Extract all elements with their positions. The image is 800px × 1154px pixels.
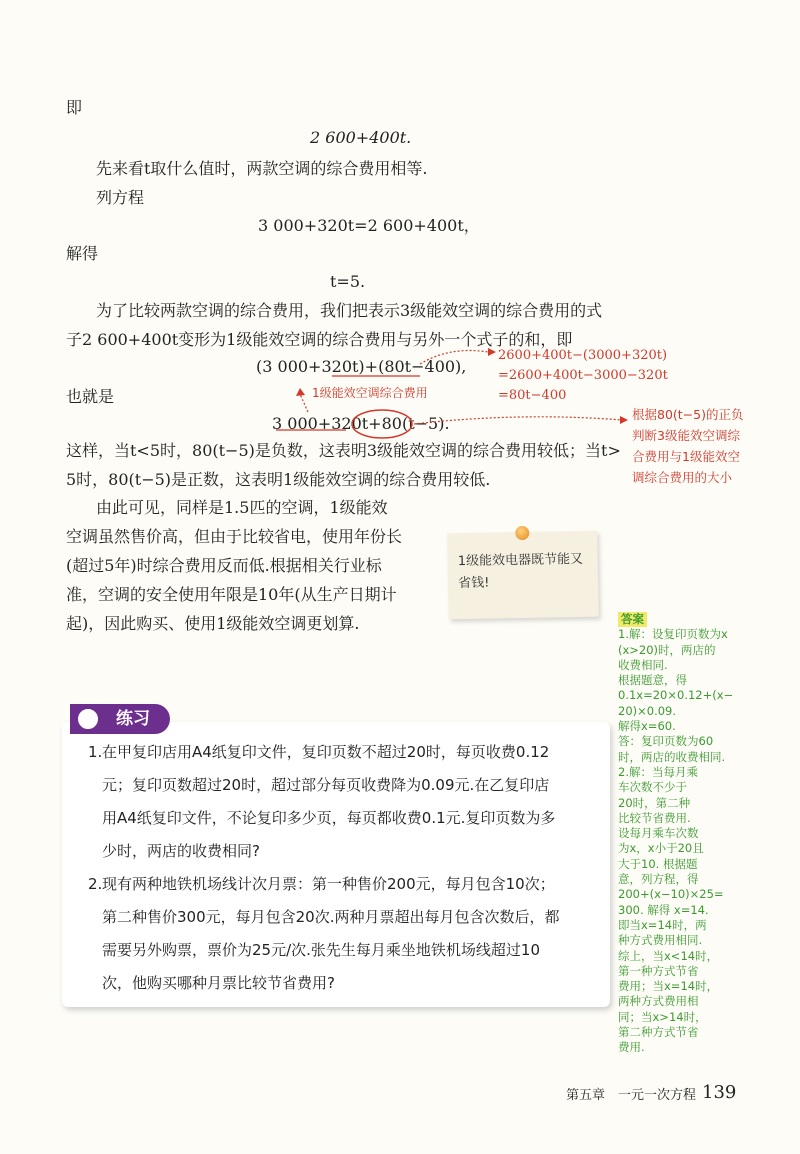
equation-4: (3 000+320t)+(80t−400), [256,357,467,376]
answer-line: 2.解：当每月乘 [618,764,698,779]
answer-line: 20时，第二种 [618,795,691,810]
answer-line: 1.解：设复印页数为x [618,627,728,642]
question-1-line: 在甲复印店用A4纸复印文件，复印页数不超过20时，每页收费0.12 [102,743,550,761]
answer-line: 根据题意，得 [618,673,687,688]
paragraph-2-line-1: 这样，当t<5时，80(t−5)是负数，这表明3级能效空调的综合费用较低；当t> [66,441,621,460]
answer-line: 收费相同. [618,657,668,672]
answer-line: 大于10. 根据题 [618,856,698,871]
sticky-note [447,531,598,620]
text-line-2: 先来看t取什么值时，两款空调的综合费用相等. [96,159,428,178]
answer-line: 第一种方式节省 [618,963,699,978]
question-2 [88,868,603,1000]
answer-line: 答：复印页数为60 [618,734,714,749]
side-note: 根据80(t−5)的正负判断3级能效空调综合费用与1级能效空调综合费用的大小 [632,407,744,485]
question-1-line: 用A4纸复印文件，不论复印多少页，每页都收费0.1元.复印页数为多 [102,809,556,827]
calc-line-1: 2600+400t−(3000+320t) [498,348,668,363]
dotted-arrow-to-label [300,394,308,412]
answer-line: 费用；当x=14时， [618,979,719,994]
calc-line-2: =2600+400t−3000−320t [498,368,668,383]
answer-line: 车次数不少于 [618,780,687,795]
question-2-text [102,868,603,1000]
paragraph-1-line-2: 子2 600+400t变形为1级能效空调的综合费用与另外一个式子的和，即 [66,330,573,349]
answer-line: 两种方式费用相 [618,994,699,1009]
arrow-head-note [620,416,628,424]
question-1-line: 元；复印页数超过20时，超过部分每页收费降为0.09元.在乙复印店 [102,776,550,794]
equation-5: 3 000+320t+80(t−5). [272,414,450,433]
arrow-head-label [296,388,305,396]
question-2-line: 第二种售价300元，每月包含20次.两种月票超出每月包含次数后，都 [102,908,560,926]
text-line-5: 也就是 [66,387,115,406]
question-1 [88,736,603,868]
paragraph-1-line-1: 为了比较两款空调的综合费用，我们把表示3级能效空调的综合费用的式 [96,301,603,320]
paragraph-3-line-3: (超过5年)时综合费用反而低.根据相关行业标 [66,556,382,575]
question-2-number: 2. [88,875,103,893]
arrow-head-calc [488,348,496,356]
circle-80t-5 [352,410,412,438]
text-ji: 即 [66,98,83,117]
answer-line: 即当x=14时，两 [618,917,707,932]
answer-line: 意，列方程，得 [618,872,699,887]
question-1-line: 少时，两店的收费相同? [102,842,260,860]
equation-1: 2 600+400t. [310,128,412,147]
answer-line: 为x，x小于20且 [618,841,704,856]
answer-line: 种方式费用相同. [618,933,703,948]
answer-line: 综上，当x<14时， [618,948,719,963]
calc-line-3: =80t−400 [498,388,567,403]
paragraph-3-line-2: 空调虽然售价高，但由于比较省电，使用年份长 [66,527,403,546]
sticky-note-text: 1级能效电器既节能又省钱! [457,551,584,592]
level1-label: 1级能效空调综合费用 [312,386,428,400]
answer-line: 0.1x=20×0.12+(x− [618,688,734,703]
dotted-arrow-to-calc [420,351,488,365]
dotted-arrow-to-note [414,417,622,424]
page-number: 139 [702,1082,737,1103]
equation-2: 3 000+320t=2 600+400t， [258,216,480,235]
answers-title: 答案 [618,612,647,627]
text-line-4: 解得 [66,244,99,263]
exercise-icon [76,707,100,731]
answers-column [618,612,744,1056]
paragraph-3-line-5: 起)，因此购买、使用1级能效空调更划算. [66,614,360,633]
text-line-3: 列方程 [96,188,145,207]
answer-line: 时，两店的收费相同. [618,749,726,764]
paragraph-2-line-2: 5时，80(t−5)是正数，这表明1级能效空调的综合费用较低. [66,470,491,489]
answer-line: 设每月乘车次数 [618,826,699,841]
exercise-label: 练习 [116,709,150,729]
question-1-number: 1. [88,743,103,761]
question-2-line: 现有两种地铁机场线计次月票：第一种售价200元，每月包含10次； [102,875,555,893]
answer-line: 解得x=60. [618,719,676,734]
question-1-text [102,736,603,868]
question-2-line: 需要另外购票，票价为25元/次.张先生每月乘坐地铁机场线超过10 [102,941,540,959]
answer-line: 同；当x>14时， [618,1009,707,1024]
answer-line: 300. 解得 x=14. [618,902,709,917]
chapter-title: 第五章 一元一次方程 [566,1088,697,1103]
answer-line: 第二种方式节省 [618,1025,699,1040]
answer-line: 比较节省费用. [618,810,691,825]
equation-3: t=5. [330,272,366,291]
answers-lines [618,627,744,1055]
answer-line: 费用. [618,1040,645,1055]
paragraph-3-line-4: 准，空调的安全使用年限是10年(从生产日期计 [66,585,397,604]
answer-line: 20)×0.09. [618,703,677,718]
answer-line: 200+(x−10)×25= [618,887,724,902]
paragraph-3-line-1: 由此可见，同样是1.5匹的空调，1级能效 [96,498,388,517]
answer-line: (x>20)时，两店的 [618,642,716,657]
pin-icon [515,526,529,540]
question-2-line: 次，他购买哪种月票比较节省费用? [102,974,335,992]
